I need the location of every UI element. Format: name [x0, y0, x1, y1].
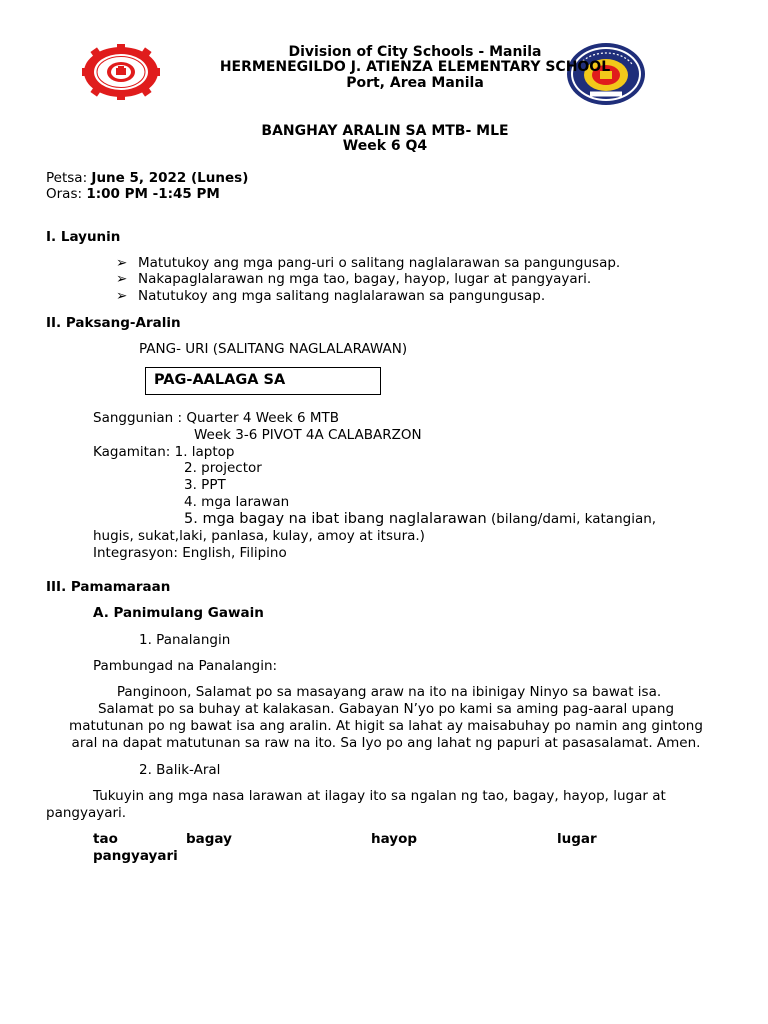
topic-box: [145, 367, 381, 395]
paksa-topic: PANG- URI (SALITANG NAGLALARAWAN): [139, 341, 408, 357]
integrasyon-row: [93, 545, 287, 561]
panimulang-gawain-heading: A. Panimulang Gawain: [93, 605, 264, 621]
time-row: [46, 186, 220, 202]
kagamitan-item: 3. PPT: [184, 477, 226, 493]
arrow-bullet-icon: ➢: [116, 255, 128, 271]
sanggunian-row: [93, 410, 339, 426]
prayer-paragraph: [46, 684, 726, 752]
date-row: [46, 170, 248, 186]
pamamaraan-heading: III. Pamamaraan: [46, 579, 171, 595]
layunin-heading: I. Layunin: [46, 229, 121, 245]
category-bagay: bagay: [186, 831, 232, 847]
arrow-bullet-icon: ➢: [116, 271, 128, 287]
category-lugar: lugar: [557, 831, 597, 847]
arrow-bullet-icon: ➢: [116, 288, 128, 304]
objective-item: ➢ Natutukoy ang mga salitang naglalarawan sa pangungusap.: [116, 288, 546, 304]
topic-box-text: PAG-AALAGA SA: [154, 372, 286, 388]
category-hayop: hayop: [371, 831, 418, 847]
kagamitan-item: 5. mga bagay na ibat ibang naglalarawan (bilang/dami, katangian,: [184, 511, 657, 527]
date-value: June 5, 2022 (Lunes): [91, 170, 249, 186]
prayer-line: Panginoon, Salamat po sa masayang araw na ito na ibinigay Ninyo sa bawat isa.: [116, 684, 662, 700]
instruction-line: pangyayari.: [46, 805, 127, 821]
sanggunian-line2: Week 3-6 PIVOT 4A CALABARZON: [194, 427, 422, 443]
instruction-line: Tukuyin ang mga nasa larawan at ilagay ito sa ngalan ng tao, bagay, hayop, lugar at: [93, 788, 666, 804]
category-tao: tao: [93, 831, 118, 847]
time-value: 1:00 PM -1:45 PM: [86, 186, 220, 202]
integrasyon-value: English, Filipino: [182, 545, 287, 561]
kagamitan-item: 2. projector: [184, 460, 262, 476]
kagamitan-item-continued: hugis, sukat,laki, panlasa, kulay, amoy at itsura.): [93, 528, 425, 544]
category-pangyayari: pangyayari: [93, 848, 178, 864]
kagamitan-row: [93, 444, 235, 460]
date-label: Petsa:: [46, 170, 88, 186]
prayer-line: Salamat po sa buhay at kalakasan. Gabayan N’yo po kami sa aming pag-aaral upang: [97, 701, 675, 717]
step-balik-aral: 2. Balik-Aral: [139, 762, 221, 778]
school-name: HERMENEGILDO J. ATIENZA ELEMENTARY SCHOOL: [219, 59, 611, 75]
sanggunian-line1: Quarter 4 Week 6 MTB: [186, 410, 340, 426]
lesson-plan-week: Week 6 Q4: [342, 138, 428, 154]
school-address: Port, Area Manila: [346, 75, 484, 91]
paksa-heading: II. Paksang-Aralin: [46, 315, 181, 331]
kagamitan-label: Kagamitan:: [93, 444, 171, 460]
objective-item: ➢ Matutukoy ang mga pang-uri o salitang naglalarawan sa pangungusap.: [116, 255, 621, 271]
division-name: Division of City Schools - Manila: [288, 44, 542, 60]
integrasyon-label: Integrasyon:: [93, 545, 178, 561]
time-label: Oras:: [46, 186, 83, 202]
kagamitan-item: 1. laptop: [174, 444, 235, 460]
lesson-plan-title: BANGHAY ARALIN SA MTB- MLE: [261, 123, 509, 139]
objective-item: ➢ Nakapaglalarawan ng mga tao, bagay, hayop, lugar at pangyayari.: [116, 271, 592, 287]
prayer-line: matutunan po ng bawat isa ang aralin. At higit sa lahat ay maisabuhay po namin ang gintong: [69, 718, 703, 734]
pambungad-label: Pambungad na Panalangin:: [93, 658, 278, 674]
kagamitan-item: 4. mga larawan: [184, 494, 290, 510]
sanggunian-label: Sanggunian :: [93, 410, 183, 426]
step-panalangin: 1. Panalangin: [139, 632, 231, 648]
prayer-line: aral na dapat matutunan sa raw na ito. Sa Iyo po ang lahat ng papuri at pasasalamat. Amen.: [71, 735, 701, 751]
school-seal-logo: [82, 44, 160, 100]
